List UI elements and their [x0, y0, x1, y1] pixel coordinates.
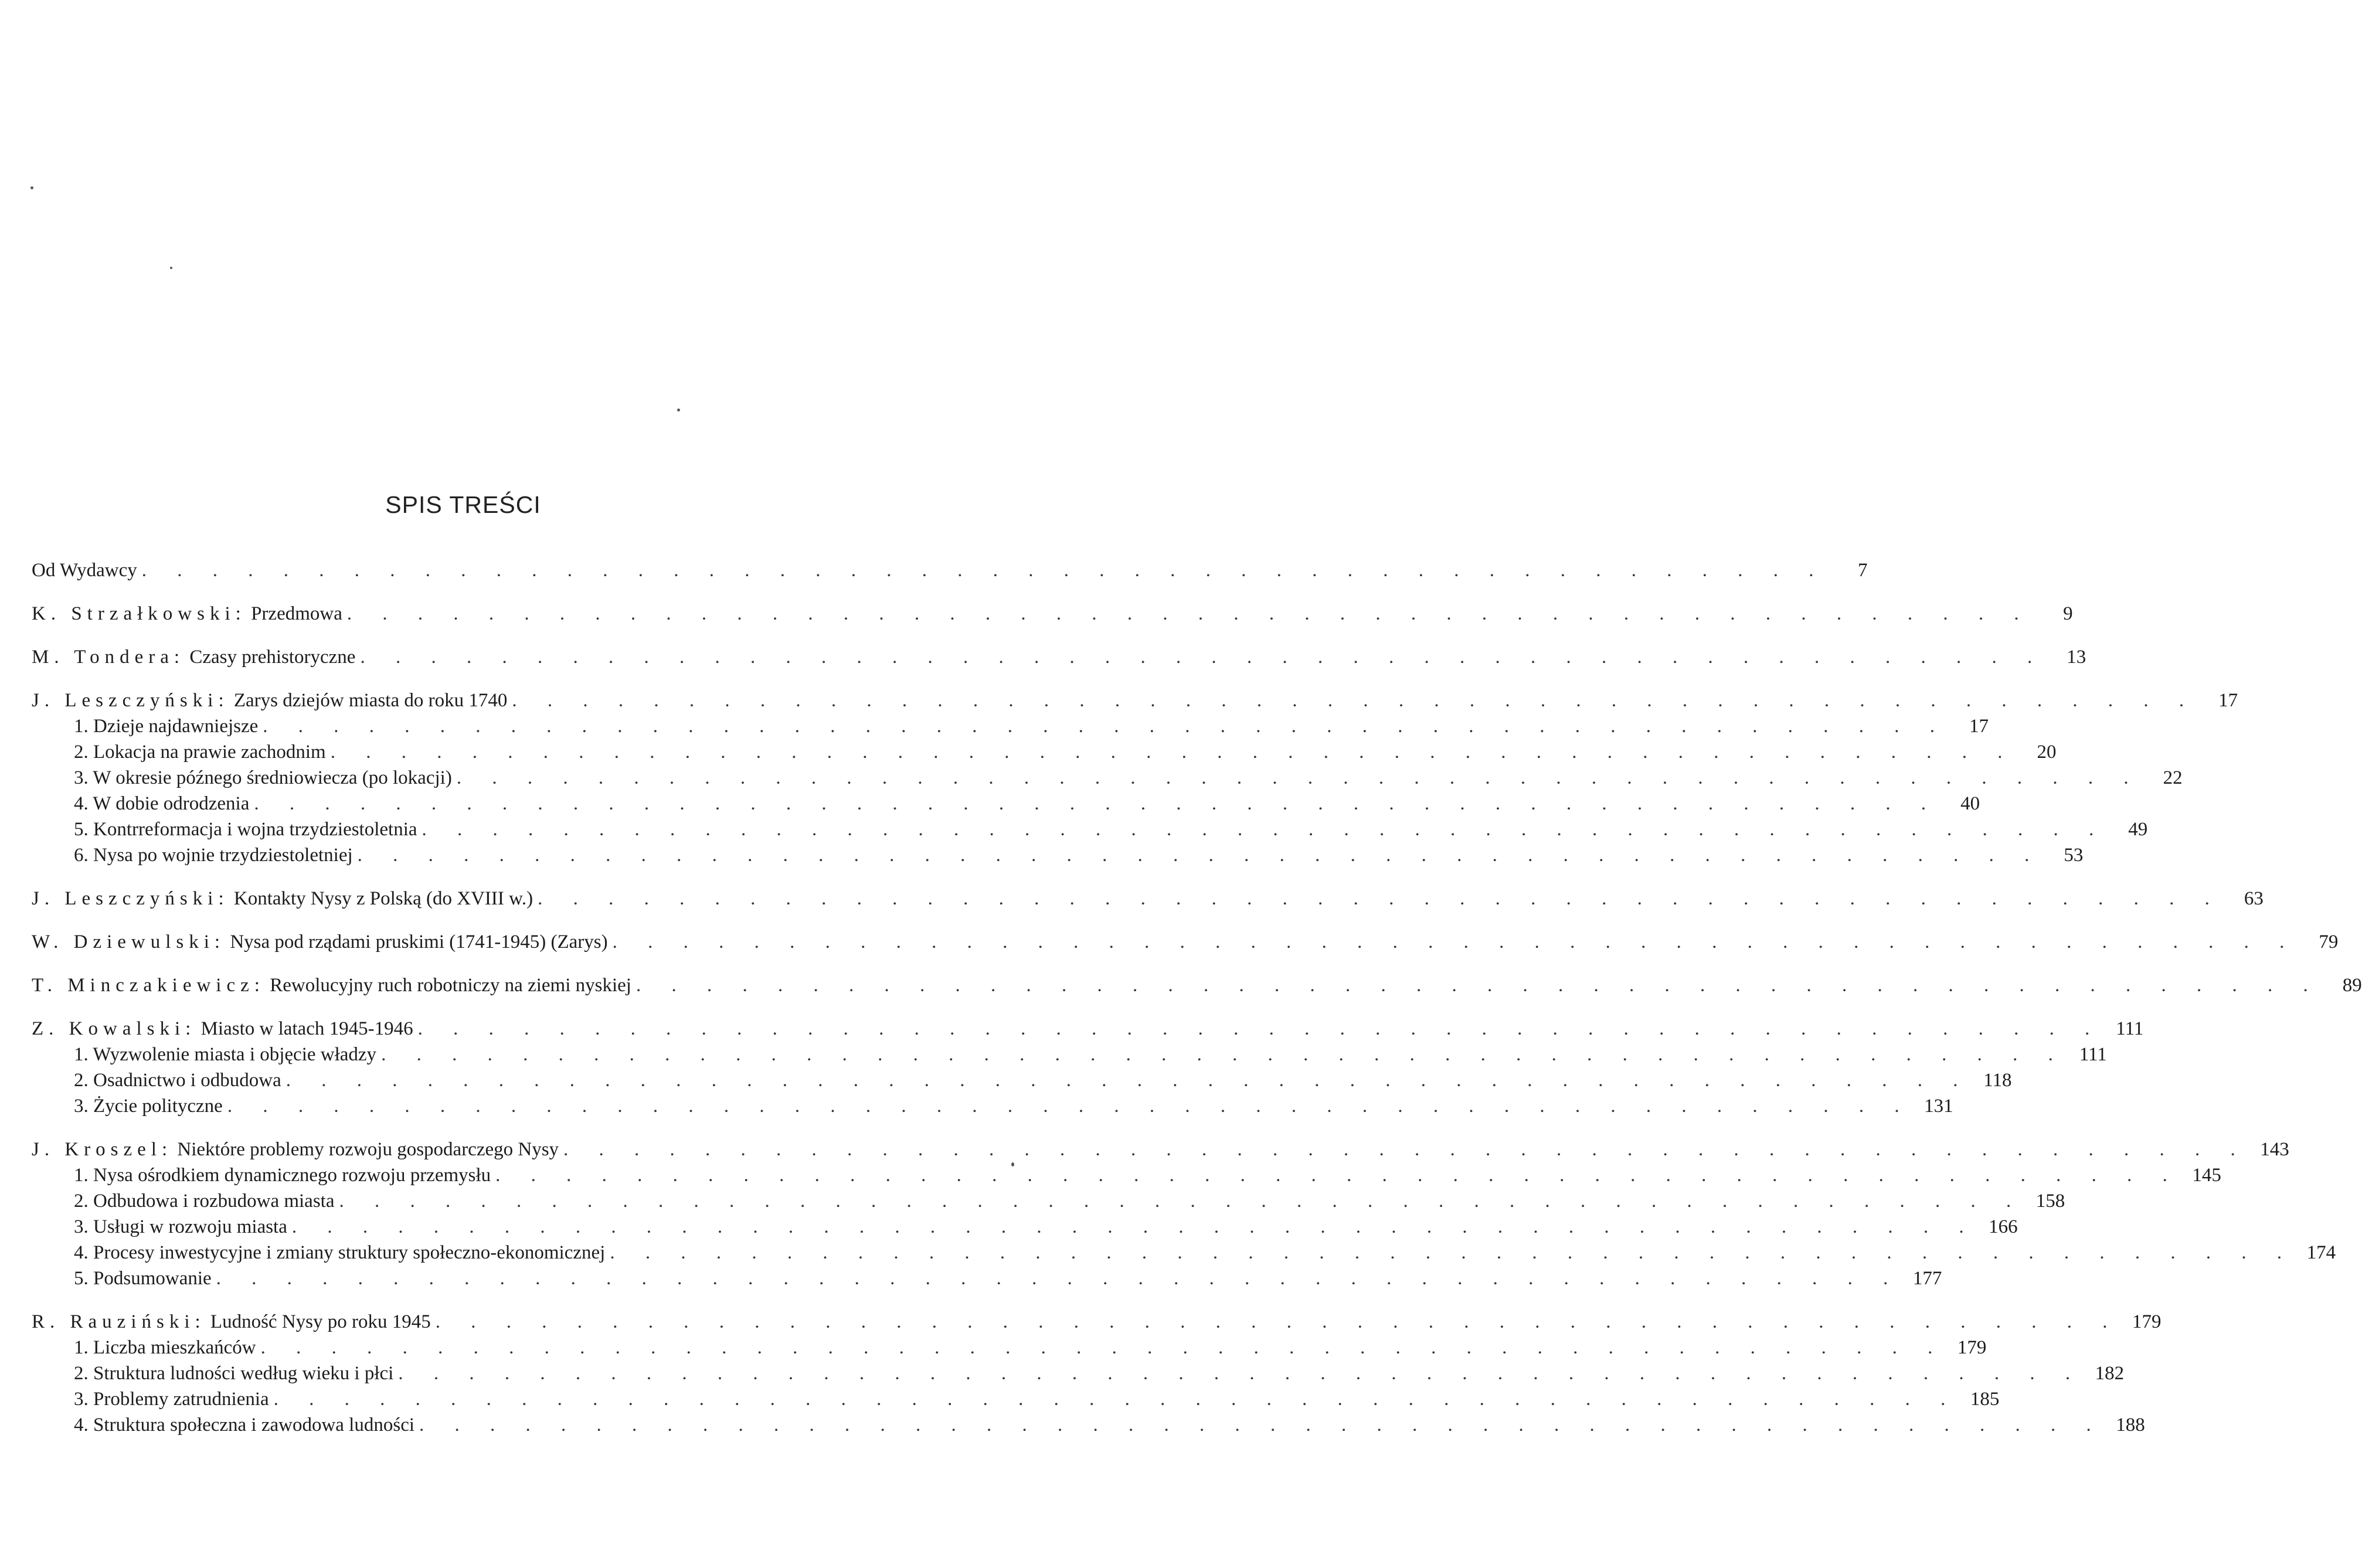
toc-page-number: 118: [1983, 1070, 2012, 1091]
toc-page-number: 188: [2116, 1414, 2145, 1436]
toc-entry: [32, 929, 2339, 955]
dot-leader: . . . . . . . . . . . . . . . . . . . . . . . . . . . . . . . . . . . . . . . . . . . . . . . .: [495, 1165, 2180, 1186]
toc-entry: [32, 886, 2264, 911]
toc-entry: [32, 557, 1868, 583]
toc-title: Zarys dziejów miasta do roku 1740: [233, 690, 508, 711]
toc-author: W. Dziewulski:: [32, 931, 226, 953]
toc-title: Przedmowa: [251, 603, 342, 624]
toc-author: J. Kroszel:: [32, 1139, 173, 1160]
dot-leader: . . . . . . . . . . . . . . . . . . . . . . . . . . . . . . . . . . . . . . . . . . . . . . . .: [635, 975, 2321, 996]
toc-entry-text: [32, 644, 355, 670]
toc-entry: [32, 1214, 2018, 1240]
toc-title: 4. Procesy inwestycyjne i zmiany struktury społeczno-ekonomicznej: [74, 1242, 606, 1263]
toc-entry-text: [32, 601, 342, 627]
toc-entry: [32, 644, 2086, 670]
toc-entry-text: [32, 557, 137, 583]
toc-entry-text: [32, 1188, 335, 1214]
toc-page-number: 17: [2218, 690, 2238, 711]
toc-entry: [32, 1162, 2221, 1188]
dot-leader: . . . . . . . . . . . . . . . . . . . . . . . . . . . . . . . . . . . . . . . . . . . . . . . .: [538, 888, 2222, 909]
dot-leader: . . . . . . . . . . . . . . . . . . . . . . . . . . . . . . . . . . . . . . . . . . . . . . . .: [398, 1363, 2084, 1384]
toc-entry: [32, 1042, 2107, 1067]
dot-leader: . . . . . . . . . . . . . . . . . . . . . . . . . . . . . . . . . . . . . . . . . . . . . . . .: [254, 793, 1939, 814]
toc-entry-text: [32, 842, 353, 868]
dot-leader: . . . . . . . . . . . . . . . . . . . . . . . . . . . . . . . . . . . . . . . . . . . . . . . .: [419, 1414, 2104, 1436]
toc-entry-text: [32, 1240, 605, 1266]
toc-entry-text: [32, 1042, 376, 1067]
toc-entry-text: [32, 713, 258, 739]
toc-entry-text: [32, 1016, 413, 1042]
toc-entry: [32, 1137, 2289, 1162]
toc-entry: [32, 1309, 2162, 1335]
toc-entry: [32, 791, 1980, 817]
toc-page-number: 7: [1858, 560, 1868, 581]
toc-page-number: 22: [2163, 767, 2183, 788]
toc-entry-text: [32, 1335, 256, 1360]
toc-entry-text: [32, 886, 533, 911]
toc-title: 2. Osadnictwo i odbudowa: [74, 1070, 281, 1091]
toc-entry-text: [32, 1266, 212, 1291]
dot-leader: . . . . . . . . . . . . . . . . . . . . . . . . . . . . . . . . . . . . . . . . . . . . . . . .: [273, 1389, 1959, 1410]
toc-entry-text: [32, 817, 417, 842]
table-of-contents: [32, 557, 2362, 1438]
toc-title: 1. Dzieje najdawniejsze: [74, 716, 259, 737]
toc-entry-text: [32, 1162, 491, 1188]
toc-page-number: 63: [2244, 888, 2264, 909]
dot-leader: . . . . . . . . . . . . . . . . . . . . . . . . . . . . . . . . . . . . . . . . . . . . . . . .: [286, 1070, 1971, 1091]
toc-entry-text: [32, 972, 631, 998]
toc-entry-text: [32, 1137, 559, 1162]
toc-title: 5. Kontrreformacja i wojna trzydziestoletnia: [74, 819, 417, 840]
toc-entry: [32, 817, 2148, 842]
toc-title: 3. Problemy zatrudnienia: [74, 1389, 269, 1410]
toc-title: 3. Usługi w rozwoju miasta: [74, 1216, 287, 1237]
scan-speck: [170, 267, 172, 269]
dot-leader: . . . . . . . . . . . . . . . . . . . . . . . . . . . . . . . . . . . . . . . . . . . . . . . .: [456, 767, 2142, 788]
toc-entry-text: [32, 1412, 414, 1438]
toc-entry: [32, 1188, 2065, 1214]
toc-title: 1. Nysa ośrodkiem dynamicznego rozwoju przemysłu: [74, 1165, 491, 1186]
toc-title: 1. Wyzwolenie miasta i objęcie władzy: [74, 1044, 377, 1065]
toc-title: 3. W okresie późnego średniowiecza (po lokacji): [74, 767, 452, 788]
toc-page-number: 111: [2079, 1044, 2107, 1065]
dot-leader: . . . . . . . . . . . . . . . . . . . . . . . . . . . . . . . . . . . . . . . . . . . . . . . .: [435, 1311, 2120, 1332]
toc-title: Kontakty Nysy z Polską (do XVIII w.): [233, 888, 533, 909]
toc-entry-text: [32, 1386, 269, 1412]
toc-page-number: 158: [2035, 1191, 2065, 1212]
toc-entry: [32, 1067, 2012, 1093]
toc-page-number: 166: [1989, 1216, 2018, 1237]
toc-author: K. Strzałkowski:: [32, 603, 246, 624]
toc-entry: [32, 1016, 2144, 1042]
toc-page-number: 89: [2342, 975, 2362, 996]
toc-page-number: 79: [2319, 931, 2339, 953]
toc-page-number: 17: [1969, 716, 1989, 737]
dot-leader: . . . . . . . . . . . . . . . . . . . . . . . . . . . . . . . . . . . . . . . . . . . . . . . .: [346, 603, 2032, 624]
toc-page-number: 13: [2067, 647, 2086, 668]
toc-author: R. Rauziński:: [32, 1311, 206, 1332]
toc-title: Rewolucyjny ruch robotniczy na ziemi nyskiej: [270, 975, 631, 996]
toc-author: M. Tondera:: [32, 647, 185, 668]
toc-page-number: 9: [2063, 603, 2073, 624]
dot-leader: . . . . . . . . . . . . . . . . . . . . . . . . . . . . . . . . . . . . . . . . . . . . . . . .: [263, 716, 1948, 737]
toc-page-number: 131: [1924, 1096, 1953, 1117]
dot-leader: . . . . . . . . . . . . . . . . . . . . . . . . . . . . . . . . . . . . . . . . . . . . . . . .: [330, 742, 2016, 763]
toc-page-number: 111: [2116, 1018, 2144, 1039]
toc-entry: [32, 1412, 2145, 1438]
toc-entry-text: [32, 1309, 431, 1335]
toc-author: Z. Kowalski:: [32, 1018, 196, 1039]
dot-leader: . . . . . . . . . . . . . . . . . . . . . . . . . . . . . . . . . . . . . . . . . . . . . . . .: [227, 1096, 1912, 1117]
toc-title: 5. Podsumowanie: [74, 1268, 212, 1289]
toc-author: J. Leszczyński:: [32, 690, 229, 711]
dot-leader: . . . . . . . . . . . . . . . . . . . . . . . . . . . . . . . . . . . . . . . . . . . . . . . .: [563, 1139, 2248, 1160]
dot-leader: . . . . . . . . . . . . . . . . . . . . . . . . . . . . . . . . . . . . . . . . . . . . . . . .: [357, 845, 2042, 866]
scan-speck: [677, 409, 680, 411]
toc-entry: [32, 713, 1989, 739]
toc-entry-text: [32, 1360, 393, 1386]
toc-page-number: 40: [1960, 793, 1980, 814]
toc-title: 1. Liczba mieszkańców: [74, 1337, 256, 1358]
dot-leader: . . . . . . . . . . . . . . . . . . . . . . . . . . . . . . . . . . . . . . . . . . . . . . . .: [417, 1018, 2103, 1039]
toc-entry-text: [32, 1214, 287, 1240]
dot-leader: . . . . . . . . . . . . . . . . . . . . . . . . . . . . . . . . . . . . . . . . . . . . . . . .: [360, 647, 2045, 668]
toc-page-number: 179: [2132, 1311, 2162, 1332]
dot-leader: . . . . . . . . . . . . . . . . . . . . . . . . . . . . . . . . . . . . . . . . . . . . . . . .: [291, 1216, 1977, 1237]
toc-title: 4. Struktura społeczna i zawodowa ludności: [74, 1414, 415, 1436]
toc-title: Niektóre problemy rozwoju gospodarczego Nysy: [177, 1139, 559, 1160]
toc-entry: [32, 972, 2362, 998]
toc-title: Nysa pod rządami pruskimi (1741-1945) (Zarys): [230, 931, 608, 953]
dot-leader: . . . . . . . . . . . . . . . . . . . . . . . . . . . . . . . . . . . . . . . . . . . . . . . .: [260, 1337, 1946, 1358]
toc-entry: [32, 1335, 1987, 1360]
toc-page-number: 185: [1970, 1389, 2000, 1410]
toc-entry-text: [32, 929, 608, 955]
toc-entry: [32, 1240, 2336, 1266]
toc-entry-text: [32, 1093, 223, 1119]
toc-entry-text: [32, 791, 249, 817]
toc-entry-text: [32, 688, 507, 713]
dot-leader: . . . . . . . . . . . . . . . . . . . . . . . . . . . . . . . . . . . . . . . . . . . . . . . .: [141, 560, 1827, 581]
toc-title: 2. Odbudowa i rozbudowa miasta: [74, 1191, 335, 1212]
dot-leader: . . . . . . . . . . . . . . . . . . . . . . . . . . . . . . . . . . . . . . . . . . . . . . . .: [216, 1268, 1901, 1289]
dot-leader: . . . . . . . . . . . . . . . . . . . . . . . . . . . . . . . . . . . . . . . . . . . . . . . .: [612, 931, 2298, 953]
toc-entry: [32, 842, 2084, 868]
toc-entry: [32, 739, 2057, 765]
toc-title: 3. Życie polityczne: [74, 1096, 223, 1117]
toc-author: T. Minczakiewicz:: [32, 975, 265, 996]
toc-page-number: 20: [2037, 742, 2057, 763]
toc-entry: [32, 765, 2183, 791]
toc-title: Czasy prehistoryczne: [189, 647, 356, 668]
toc-entry: [32, 1360, 2125, 1386]
toc-entry-text: [32, 739, 326, 765]
toc-title: Miasto w latach 1945-1946: [200, 1018, 413, 1039]
toc-entry: [32, 688, 2238, 713]
toc-title: 2. Struktura ludności według wieku i płci: [74, 1363, 394, 1384]
toc-title: 6. Nysa po wojnie trzydziestoletniej: [74, 845, 353, 866]
toc-title: Ludność Nysy po roku 1945: [210, 1311, 431, 1332]
dot-leader: . . . . . . . . . . . . . . . . . . . . . . . . . . . . . . . . . . . . . . . . . . . . . . . .: [512, 690, 2197, 711]
toc-page-number: 179: [1957, 1337, 1987, 1358]
toc-entry: [32, 601, 2073, 627]
toc-title: 2. Lokacja na prawie zachodnim: [74, 742, 326, 763]
toc-page-number: 145: [2192, 1165, 2221, 1186]
scan-speck: [30, 186, 33, 189]
toc-page-number: 53: [2064, 845, 2084, 866]
toc-page-number: 182: [2095, 1363, 2125, 1384]
toc-page-number: 174: [2306, 1242, 2336, 1263]
toc-entry: [32, 1266, 1942, 1291]
toc-title: 4. W dobie odrodzenia: [74, 793, 250, 814]
toc-title: Od Wydawcy: [32, 560, 137, 581]
toc-entry: [32, 1093, 1953, 1119]
toc-entry-text: [32, 765, 452, 791]
toc-author: J. Leszczyński:: [32, 888, 229, 909]
toc-page-number: 177: [1912, 1268, 1942, 1289]
toc-entry: [32, 1386, 2000, 1412]
dot-leader: . . . . . . . . . . . . . . . . . . . . . . . . . . . . . . . . . . . . . . . . . . . . . . . .: [339, 1191, 2024, 1212]
page-title: SPIS TREŚCI: [385, 491, 541, 518]
dot-leader: . . . . . . . . . . . . . . . . . . . . . . . . . . . . . . . . . . . . . . . . . . . . . . . .: [610, 1242, 2295, 1263]
dot-leader: . . . . . . . . . . . . . . . . . . . . . . . . . . . . . . . . . . . . . . . . . . . . . . . .: [422, 819, 2107, 840]
dot-leader: . . . . . . . . . . . . . . . . . . . . . . . . . . . . . . . . . . . . . . . . . . . . . . . .: [381, 1044, 2066, 1065]
toc-page-number: 143: [2260, 1139, 2289, 1160]
toc-page-number: 49: [2128, 819, 2148, 840]
toc-entry-text: [32, 1067, 281, 1093]
